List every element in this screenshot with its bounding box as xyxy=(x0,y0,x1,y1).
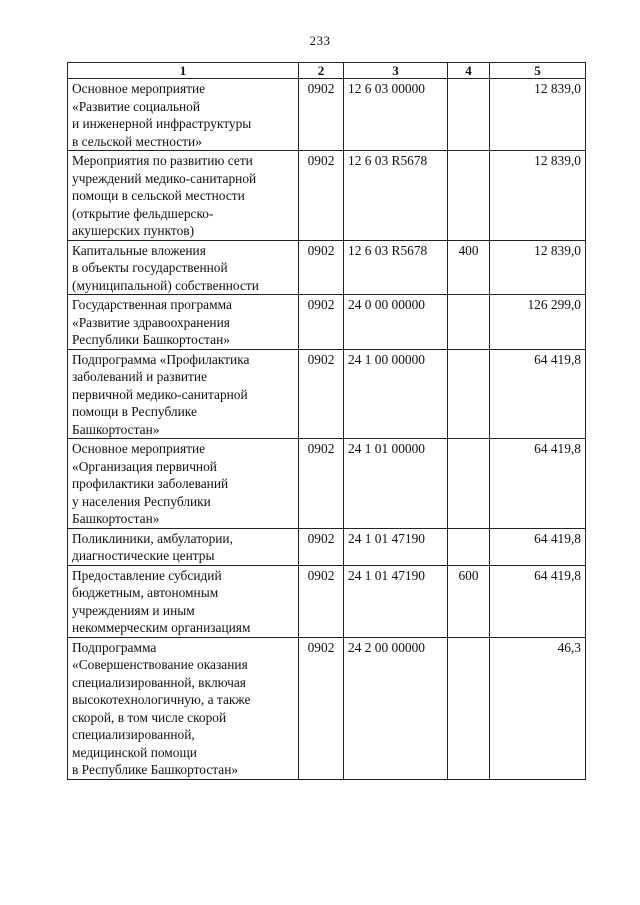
row-name-cell: Основное мероприятие «Развитие социальной и инженерной инфраструктуры в сельской местности» xyxy=(68,79,299,151)
table-row xyxy=(68,439,586,529)
row-expense-type-cell xyxy=(448,439,490,529)
table-row xyxy=(68,240,586,295)
row-target-cell: 24 1 01 47190 xyxy=(344,528,448,565)
row-target-cell: 24 1 01 00000 xyxy=(344,439,448,529)
budget-table xyxy=(67,62,586,780)
table-row xyxy=(68,79,586,151)
row-target-cell: 24 0 00 00000 xyxy=(344,295,448,350)
row-name-cell: Подпрограмма «Совершенствование оказания специализированной, включая высокотехнологичную, а также скорой, в том числе скорой специализированной, медицинской помощи в Республике Башкортостан» xyxy=(68,637,299,779)
row-section-cell: 0902 xyxy=(299,637,344,779)
row-name-cell: Предоставление субсидий бюджетным, автономным учреждениям и иным некоммерческим организациям xyxy=(68,565,299,637)
row-section-cell: 0902 xyxy=(299,79,344,151)
row-amount-cell: 64 419,8 xyxy=(490,439,586,529)
row-expense-type-cell xyxy=(448,637,490,779)
table-row xyxy=(68,349,586,439)
table-row xyxy=(68,637,586,779)
row-target-cell: 12 6 03 R5678 xyxy=(344,151,448,241)
row-name-cell: Подпрограмма «Профилактика заболеваний и развитие первичной медико-санитарной помощи в Республике Башкортостан» xyxy=(68,349,299,439)
row-target-cell: 24 1 01 47190 xyxy=(344,565,448,637)
table-row xyxy=(68,565,586,637)
row-name-cell: Мероприятия по развитию сети учреждений медико-санитарной помощи в сельской местности (открытие фельдшерско- акушерских пунктов) xyxy=(68,151,299,241)
header-col-name: 1 xyxy=(68,63,299,79)
row-name-cell: Основное мероприятие «Организация первичной профилактики заболеваний у населения Республики Башкортостан» xyxy=(68,439,299,529)
header-col-amount: 5 xyxy=(490,63,586,79)
table-row xyxy=(68,295,586,350)
row-section-cell: 0902 xyxy=(299,295,344,350)
row-target-cell: 24 2 00 00000 xyxy=(344,637,448,779)
row-expense-type-cell xyxy=(448,79,490,151)
header-col-expense-type: 4 xyxy=(448,63,490,79)
row-name-cell: Государственная программа «Развитие здравоохранения Республики Башкортостан» xyxy=(68,295,299,350)
row-amount-cell: 64 419,8 xyxy=(490,528,586,565)
row-expense-type-cell: 400 xyxy=(448,240,490,295)
row-section-cell: 0902 xyxy=(299,565,344,637)
row-name-cell: Капитальные вложения в объекты государственной (муниципальной) собственности xyxy=(68,240,299,295)
row-expense-type-cell xyxy=(448,151,490,241)
row-section-cell: 0902 xyxy=(299,240,344,295)
table-header xyxy=(68,63,586,79)
row-amount-cell: 126 299,0 xyxy=(490,295,586,350)
row-expense-type-cell xyxy=(448,349,490,439)
row-amount-cell: 12 839,0 xyxy=(490,151,586,241)
row-expense-type-cell xyxy=(448,528,490,565)
row-amount-cell: 64 419,8 xyxy=(490,565,586,637)
table-row xyxy=(68,528,586,565)
row-expense-type-cell xyxy=(448,295,490,350)
row-section-cell: 0902 xyxy=(299,528,344,565)
row-amount-cell: 12 839,0 xyxy=(490,79,586,151)
header-row xyxy=(68,63,586,79)
table-body xyxy=(68,79,586,780)
row-amount-cell: 64 419,8 xyxy=(490,349,586,439)
table-row xyxy=(68,151,586,241)
row-target-cell: 12 6 03 R5678 xyxy=(344,240,448,295)
header-col-target: 3 xyxy=(344,63,448,79)
row-target-cell: 12 6 03 00000 xyxy=(344,79,448,151)
page-number: 233 xyxy=(309,33,331,48)
row-amount-cell: 46,3 xyxy=(490,637,586,779)
row-section-cell: 0902 xyxy=(299,439,344,529)
row-target-cell: 24 1 00 00000 xyxy=(344,349,448,439)
row-section-cell: 0902 xyxy=(299,151,344,241)
row-expense-type-cell: 600 xyxy=(448,565,490,637)
row-name-cell: Поликлиники, амбулатории, диагностические центры xyxy=(68,528,299,565)
header-col-section: 2 xyxy=(299,63,344,79)
row-section-cell: 0902 xyxy=(299,349,344,439)
row-amount-cell: 12 839,0 xyxy=(490,240,586,295)
